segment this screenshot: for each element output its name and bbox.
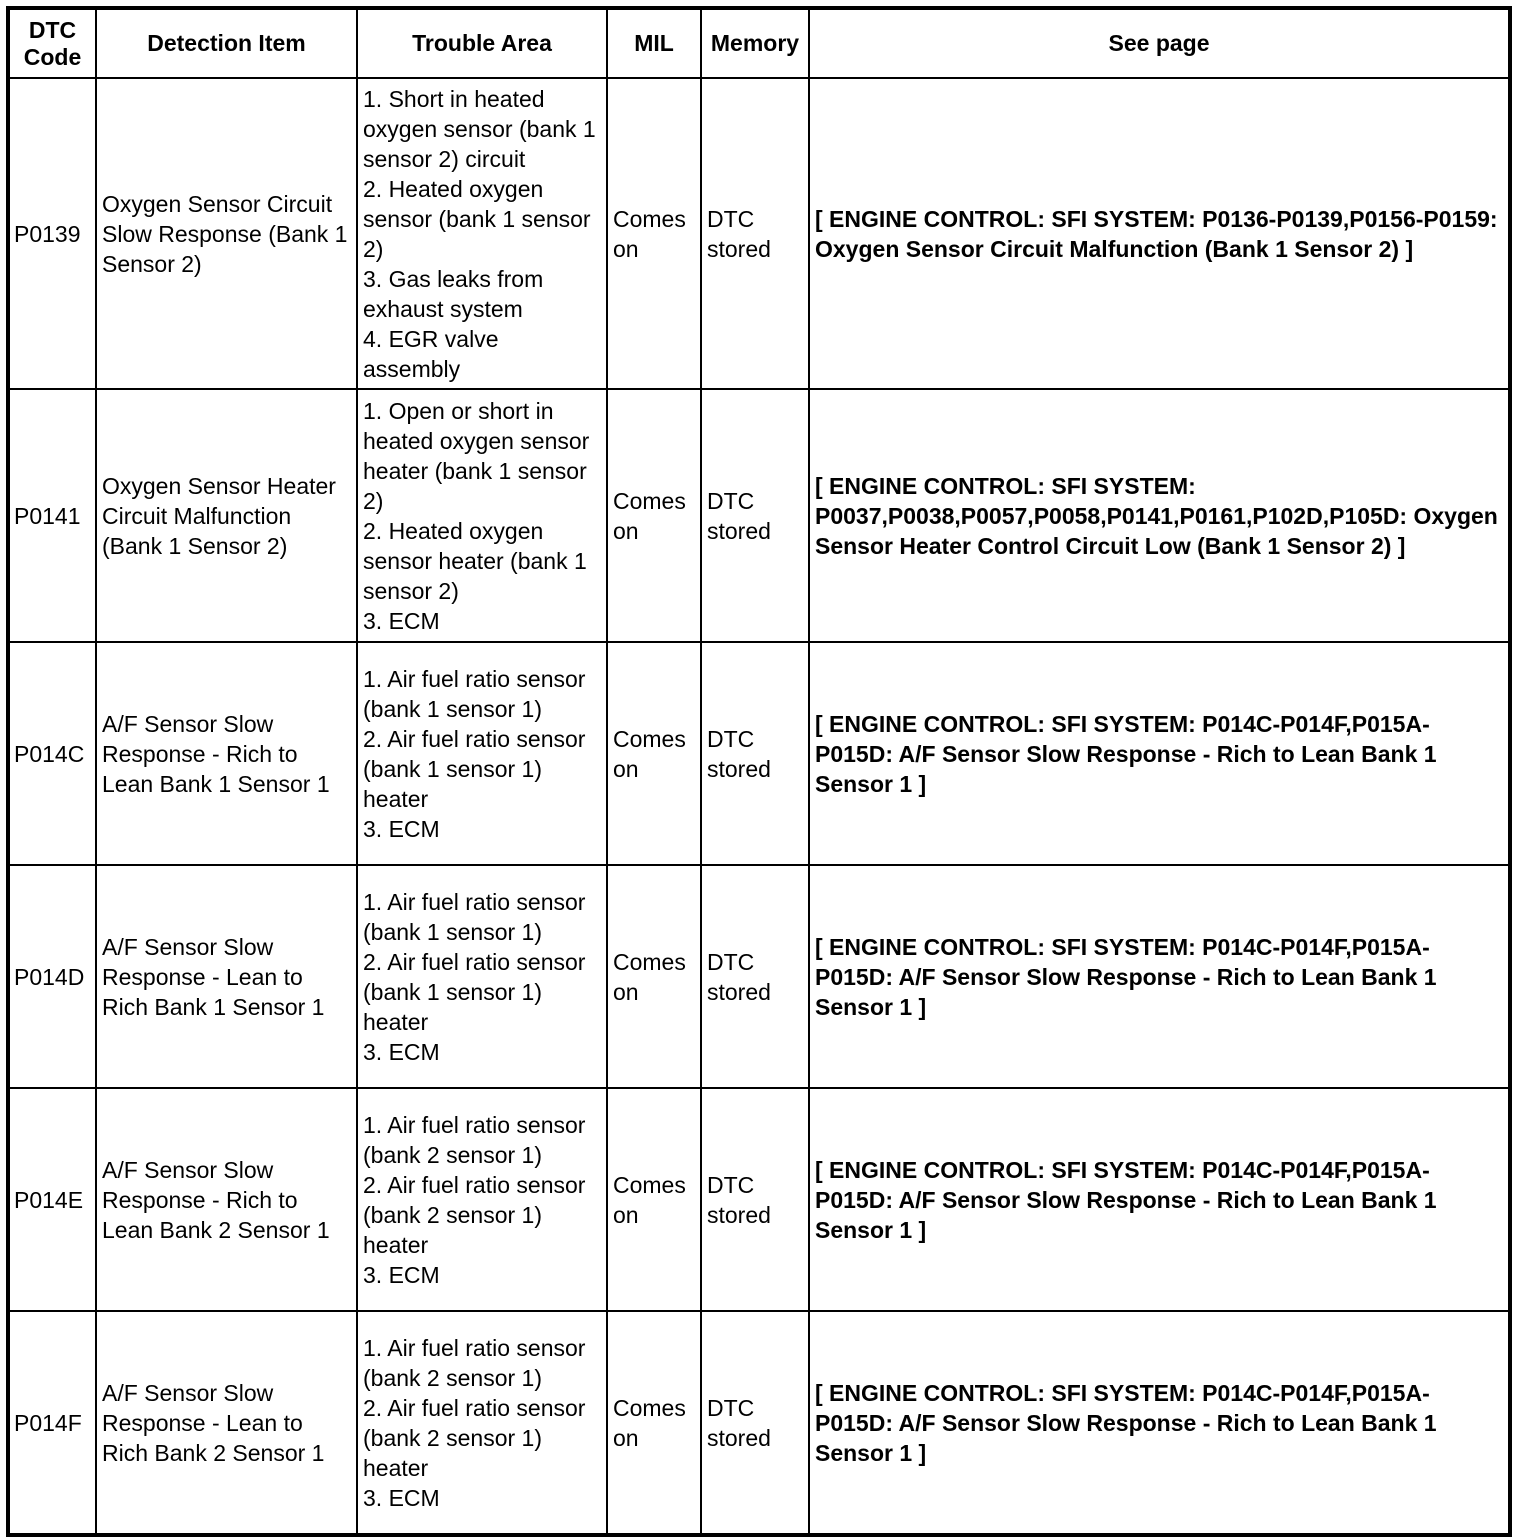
mil-cell: Comes on <box>607 1311 701 1535</box>
dtc-code-cell: P014F <box>8 1311 96 1535</box>
detection-item-cell: A/F Sensor Slow Response - Rich to Lean Bank 2 Sensor 1 <box>96 1088 357 1311</box>
header-dtc-code: DTC Code <box>8 8 96 78</box>
mil-cell: Comes on <box>607 389 701 642</box>
mil-cell: Comes on <box>607 78 701 389</box>
table-row <box>8 389 1510 642</box>
detection-item-cell: A/F Sensor Slow Response - Lean to Rich Bank 1 Sensor 1 <box>96 865 357 1088</box>
see-page-link[interactable]: [ ENGINE CONTROL: SFI SYSTEM: P0037,P0038,P0057,P0058,P0141,P0161,P102D,P105D: Oxygen Sensor Heater Control Circuit Low (Bank 1 Sensor 2) ] <box>809 389 1510 642</box>
trouble-area-cell: 1. Air fuel ratio sensor (bank 1 sensor 1) 2. Air fuel ratio sensor (bank 1 sensor 1) heater 3. ECM <box>357 865 607 1088</box>
mil-cell: Comes on <box>607 865 701 1088</box>
table-row <box>8 865 1510 1088</box>
trouble-area-cell: 1. Air fuel ratio sensor (bank 2 sensor 1) 2. Air fuel ratio sensor (bank 2 sensor 1) heater 3. ECM <box>357 1088 607 1311</box>
dtc-code-cell: P0139 <box>8 78 96 389</box>
header-see-page: See page <box>809 8 1510 78</box>
header-memory: Memory <box>701 8 809 78</box>
dtc-code-cell: P014C <box>8 642 96 865</box>
table-row <box>8 78 1510 389</box>
dtc-code-cell: P014E <box>8 1088 96 1311</box>
memory-cell: DTC stored <box>701 78 809 389</box>
see-page-link[interactable]: [ ENGINE CONTROL: SFI SYSTEM: P014C-P014F,P015A-P015D: A/F Sensor Slow Response - Rich to Lean Bank 1 Sensor 1 ] <box>809 642 1510 865</box>
trouble-area-cell: 1. Air fuel ratio sensor (bank 2 sensor 1) 2. Air fuel ratio sensor (bank 2 sensor 1) heater 3. ECM <box>357 1311 607 1535</box>
dtc-table <box>6 6 1512 1537</box>
detection-item-cell: A/F Sensor Slow Response - Lean to Rich Bank 2 Sensor 1 <box>96 1311 357 1535</box>
memory-cell: DTC stored <box>701 389 809 642</box>
memory-cell: DTC stored <box>701 1311 809 1535</box>
see-page-link[interactable]: [ ENGINE CONTROL: SFI SYSTEM: P014C-P014F,P015A-P015D: A/F Sensor Slow Response - Rich to Lean Bank 1 Sensor 1 ] <box>809 1311 1510 1535</box>
header-detection-item: Detection Item <box>96 8 357 78</box>
detection-item-cell: A/F Sensor Slow Response - Rich to Lean Bank 1 Sensor 1 <box>96 642 357 865</box>
dtc-code-cell: P014D <box>8 865 96 1088</box>
detection-item-cell: Oxygen Sensor Heater Circuit Malfunction (Bank 1 Sensor 2) <box>96 389 357 642</box>
memory-cell: DTC stored <box>701 1088 809 1311</box>
memory-cell: DTC stored <box>701 642 809 865</box>
trouble-area-cell: 1. Air fuel ratio sensor (bank 1 sensor 1) 2. Air fuel ratio sensor (bank 1 sensor 1) heater 3. ECM <box>357 642 607 865</box>
header-row <box>8 8 1510 78</box>
see-page-link[interactable]: [ ENGINE CONTROL: SFI SYSTEM: P014C-P014F,P015A-P015D: A/F Sensor Slow Response - Rich to Lean Bank 1 Sensor 1 ] <box>809 1088 1510 1311</box>
memory-cell: DTC stored <box>701 865 809 1088</box>
header-trouble-area: Trouble Area <box>357 8 607 78</box>
detection-item-cell: Oxygen Sensor Circuit Slow Response (Bank 1 Sensor 2) <box>96 78 357 389</box>
table-row <box>8 1311 1510 1535</box>
table-row <box>8 1088 1510 1311</box>
see-page-link[interactable]: [ ENGINE CONTROL: SFI SYSTEM: P0136-P0139,P0156-P0159: Oxygen Sensor Circuit Malfunction (Bank 1 Sensor 2) ] <box>809 78 1510 389</box>
mil-cell: Comes on <box>607 642 701 865</box>
dtc-code-cell: P0141 <box>8 389 96 642</box>
see-page-link[interactable]: [ ENGINE CONTROL: SFI SYSTEM: P014C-P014F,P015A-P015D: A/F Sensor Slow Response - Rich to Lean Bank 1 Sensor 1 ] <box>809 865 1510 1088</box>
trouble-area-cell: 1. Open or short in heated oxygen sensor heater (bank 1 sensor 2) 2. Heated oxygen sensor heater (bank 1 sensor 2) 3. ECM <box>357 389 607 642</box>
header-mil: MIL <box>607 8 701 78</box>
table-row <box>8 642 1510 865</box>
trouble-area-cell: 1. Short in heated oxygen sensor (bank 1 sensor 2) circuit 2. Heated oxygen sensor (bank 1 sensor 2) 3. Gas leaks from exhaust system 4. EGR valve assembly <box>357 78 607 389</box>
mil-cell: Comes on <box>607 1088 701 1311</box>
